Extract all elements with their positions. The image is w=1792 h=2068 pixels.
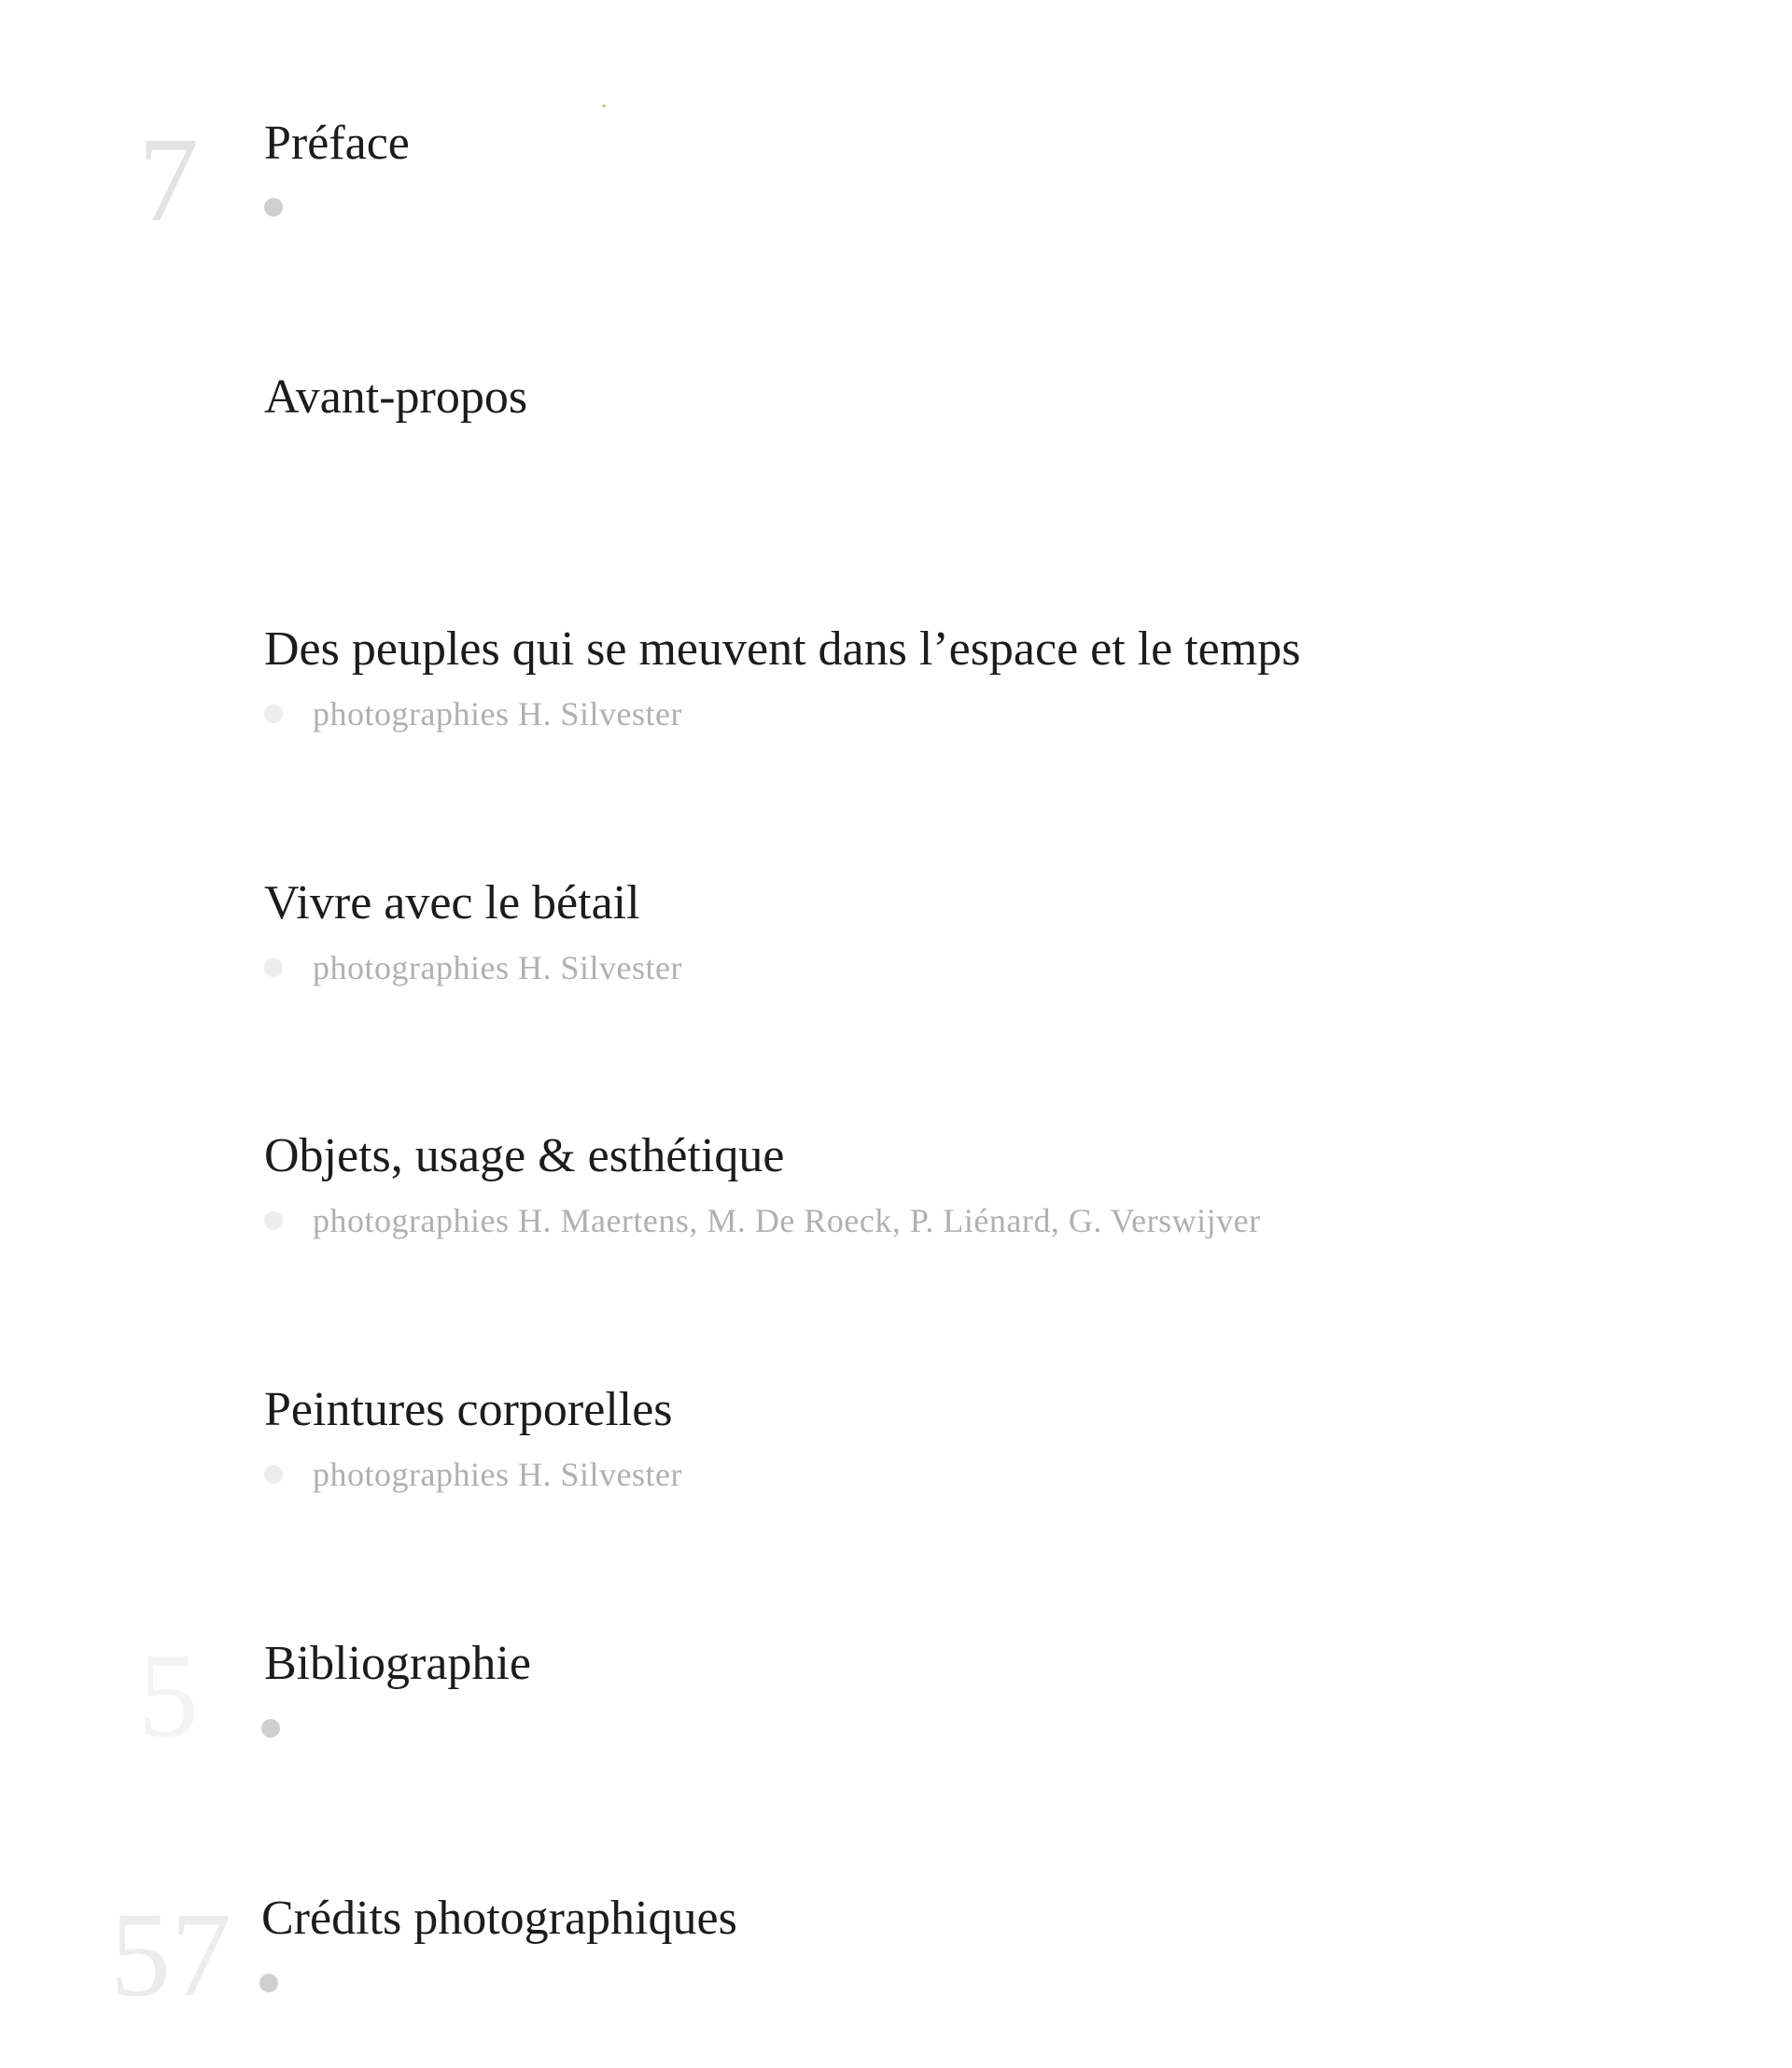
toc-title: Crédits photographiques bbox=[261, 1892, 737, 1945]
toc-title: Peintures corporelles bbox=[264, 1383, 673, 1436]
page-number: 57 bbox=[110, 1888, 231, 2022]
toc-title: Avant-propos bbox=[264, 370, 528, 424]
bullet-dot bbox=[264, 1211, 283, 1230]
photo-credit: photographies H. Silvester bbox=[313, 949, 682, 986]
toc-title: Vivre avec le bétail bbox=[264, 876, 640, 929]
toc-title: Bibliographie bbox=[264, 1637, 531, 1690]
page-number: 7 bbox=[138, 113, 199, 247]
paper-speck bbox=[602, 105, 606, 107]
bullet-dot bbox=[261, 1719, 280, 1738]
photo-credit: photographies H. Silvester bbox=[313, 695, 682, 733]
bullet-dot bbox=[264, 198, 283, 217]
page-number: 5 bbox=[138, 1628, 199, 1763]
photo-credit: photographies H. Silvester bbox=[313, 1456, 682, 1493]
bullet-dot bbox=[264, 1465, 283, 1484]
bullet-dot bbox=[264, 705, 283, 723]
bullet-dot bbox=[264, 958, 283, 977]
bullet-dot bbox=[259, 1974, 278, 1992]
toc-title: Objets, usage & esthétique bbox=[264, 1129, 785, 1182]
toc-title: Des peuples qui se meuvent dans l’espace et le temps bbox=[264, 622, 1301, 676]
toc-title: Préface bbox=[264, 117, 410, 170]
photo-credit: photographies H. Maertens, M. De Roeck, P. Liénard, G. Verswijver bbox=[313, 1202, 1261, 1239]
